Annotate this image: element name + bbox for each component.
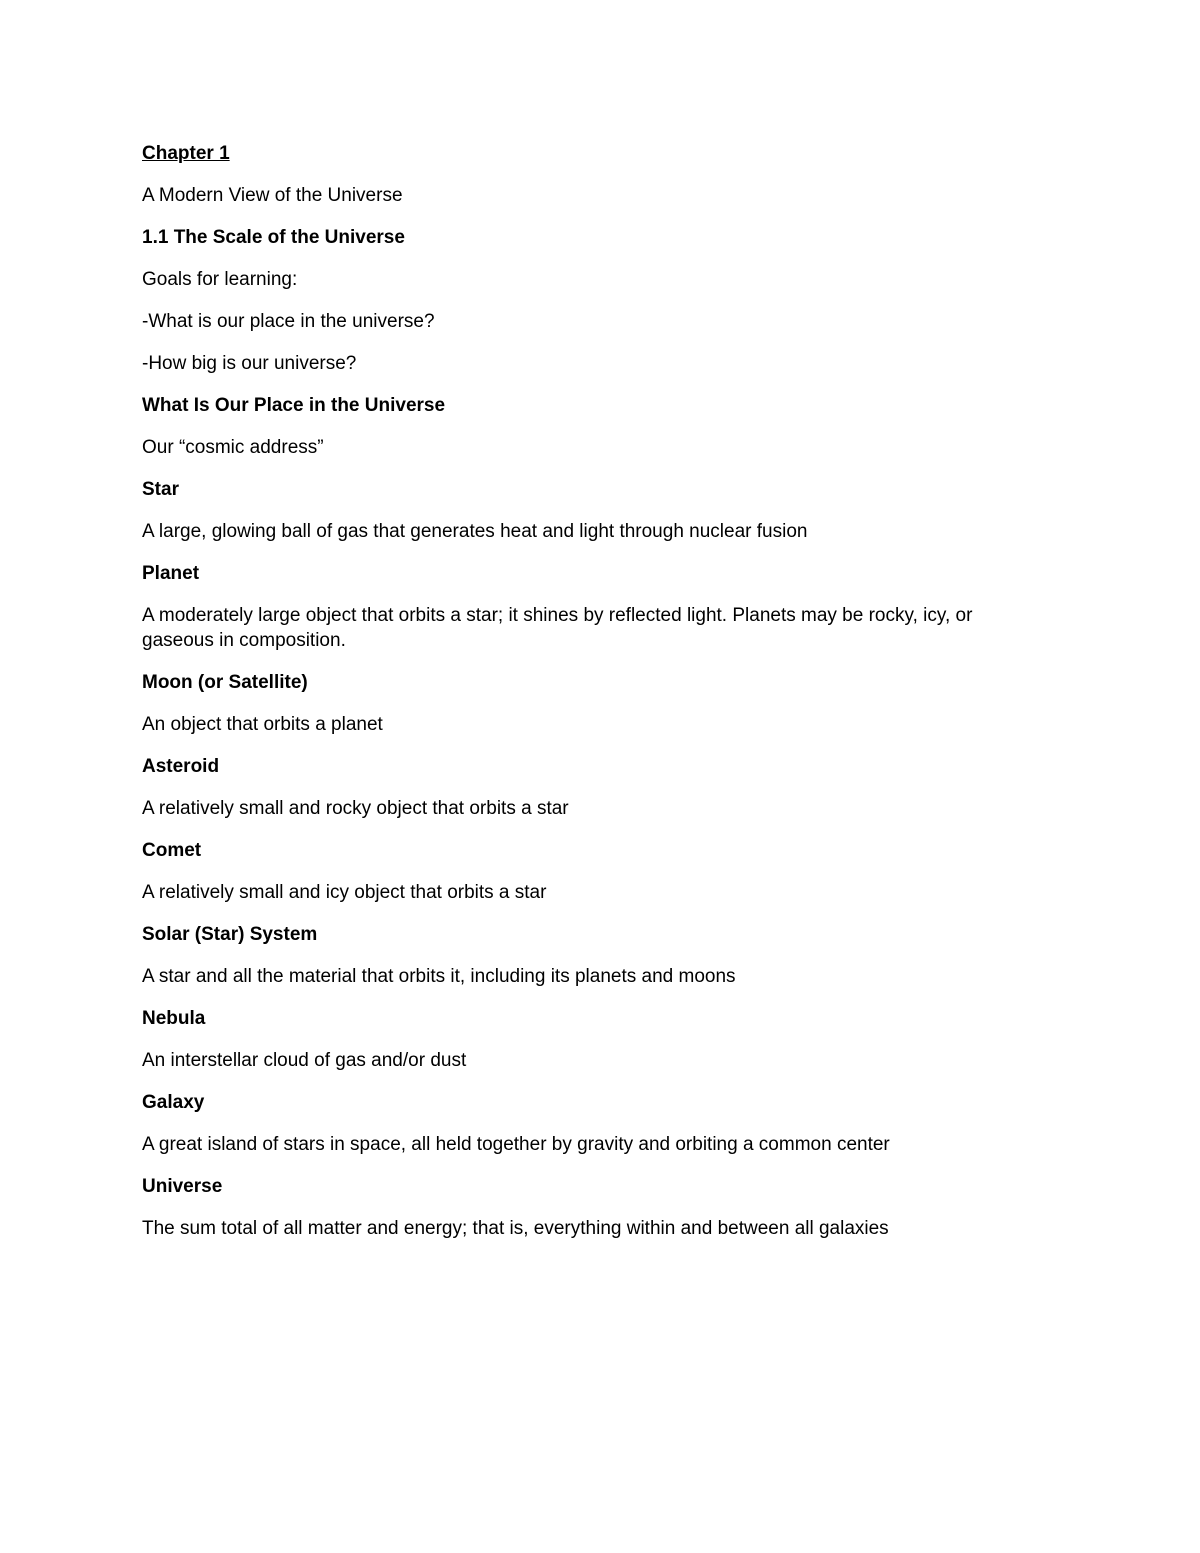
term-universe: Universe bbox=[142, 1176, 223, 1197]
definition-galaxy: A great island of stars in space, all held together by gravity and orbiting a common center bbox=[142, 1134, 890, 1155]
term-planet: Planet bbox=[142, 563, 200, 584]
document-page bbox=[142, 141, 1042, 1258]
goal-item: -What is our place in the universe? bbox=[142, 311, 435, 332]
definition-moon: An object that orbits a planet bbox=[142, 714, 383, 735]
term-nebula: Nebula bbox=[142, 1008, 206, 1029]
cosmic-address-text: Our “cosmic address” bbox=[142, 437, 324, 458]
term-solar-system: Solar (Star) System bbox=[142, 924, 318, 945]
section-heading: 1.1 The Scale of the Universe bbox=[142, 227, 405, 248]
definition-universe: The sum total of all matter and energy; that is, everything within and between all galaxies bbox=[142, 1218, 889, 1239]
term-star: Star bbox=[142, 479, 179, 500]
term-asteroid: Asteroid bbox=[142, 756, 220, 777]
definition-star: A large, glowing ball of gas that generates heat and light through nuclear fusion bbox=[142, 521, 808, 542]
term-moon: Moon (or Satellite) bbox=[142, 672, 308, 693]
term-comet: Comet bbox=[142, 840, 202, 861]
definition-comet: A relatively small and icy object that orbits a star bbox=[142, 882, 547, 903]
goal-item: -How big is our universe? bbox=[142, 353, 357, 374]
definition-nebula: An interstellar cloud of gas and/or dust bbox=[142, 1050, 467, 1071]
place-heading: What Is Our Place in the Universe bbox=[142, 395, 446, 416]
definition-planet: A moderately large object that orbits a star; it shines by reflected light. Planets may be rocky, icy, or gaseous in composition. bbox=[142, 605, 973, 651]
chapter-title: Chapter 1 bbox=[142, 143, 230, 164]
definition-asteroid: A relatively small and rocky object that orbits a star bbox=[142, 798, 569, 819]
chapter-subtitle: A Modern View of the Universe bbox=[142, 185, 403, 206]
goals-label: Goals for learning: bbox=[142, 269, 298, 290]
term-galaxy: Galaxy bbox=[142, 1092, 205, 1113]
definition-solar-system: A star and all the material that orbits it, including its planets and moons bbox=[142, 966, 736, 987]
